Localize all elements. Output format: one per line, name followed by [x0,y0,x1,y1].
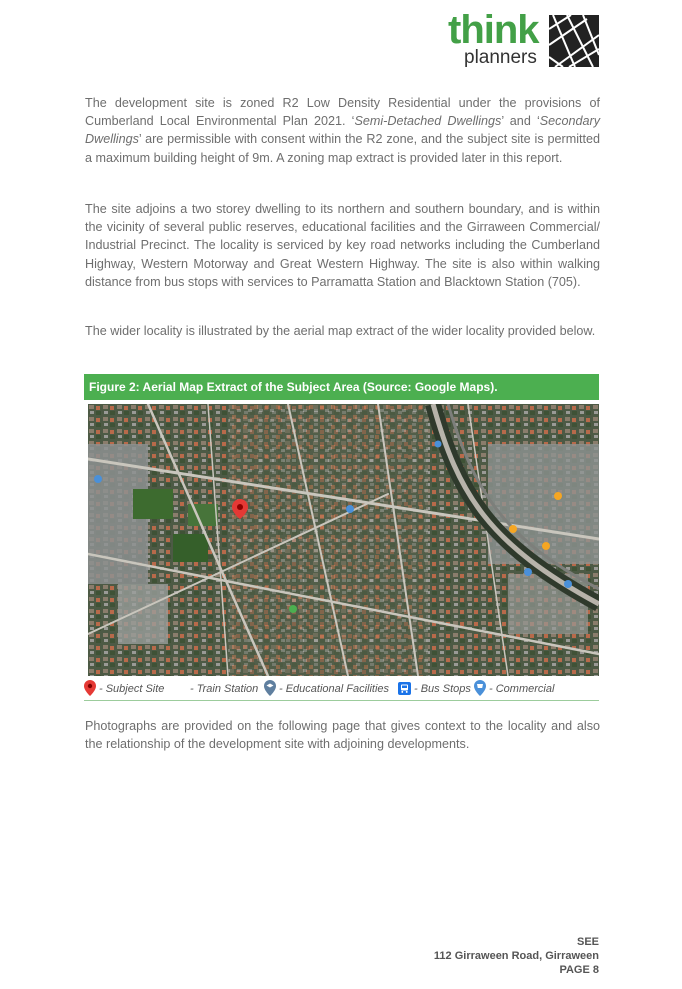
map-legend [84,680,599,701]
legend-bus-stops: - Bus Stops [414,683,471,695]
legend-commercial: - Commercial [489,683,555,695]
page-footer [434,935,599,977]
paragraph-locality-intro: The wider locality is illustrated by the aerial map extract of the wider locality provided below. [85,324,596,338]
logo-planners-text: planners [464,47,537,68]
paragraph-photographs: Photographs are provided on the following page that gives context to the locality and also the relationship of the development site with adjoining developments. [85,719,600,752]
paragraph-site-context: The site adjoins a two storey dwelling to its northern and southern boundary, and is within the vicinity of several public reserves, educational facilities and the Girraween Commercial/ Industrial Precinct. The locality is serviced by key road networks including the Cumberland Highway, Western Motorway and Great Western Highway. The site is also within walking distance from bus stops with services to Parramatta Station and Blacktown Station (705). [85,202,600,289]
think-planners-logo [448,8,602,70]
legend-educational-facilities: - Educational Facilities [279,683,390,695]
education-pin-icon [264,680,276,696]
footer-code: SEE [576,936,599,948]
paragraph-zoning [85,94,600,167]
logo-map-mark-icon [549,15,599,67]
subject-site-legend-icon [84,680,96,696]
bus-stop-icon [398,682,411,695]
footer-address: 112 Girraween Road, Girraween [433,950,599,962]
aerial-map-image [88,404,599,676]
p1-text-c: ’ are permissible with consent within the R2 zone, and the subject site is permitted a maximum building height of 9m. A zoning map extract is provided later in this report. [85,132,600,165]
commercial-pin-icon [474,680,486,696]
logo-think-text: think [448,8,539,52]
p1-emphasis-secondary: Secondary Dwellings [85,114,600,147]
legend-subject-site: - Subject Site [99,683,165,695]
footer-page-number: PAGE 8 [559,964,599,976]
p1-text-a: The development site is zoned R2 Low Density Residential under the provisions of Cumberland Local Environmental Plan 2021. ‘ [85,96,600,129]
legend-train-station: - Train Station [190,683,259,695]
figure-caption-bar: Figure 2: Aerial Map Extract of the Subject Area (Source: Google Maps). [84,374,599,400]
p1-text-b: ’ and ‘ [501,114,540,129]
p1-emphasis-semi-detached: Semi-Detached Dwellings [354,114,502,129]
